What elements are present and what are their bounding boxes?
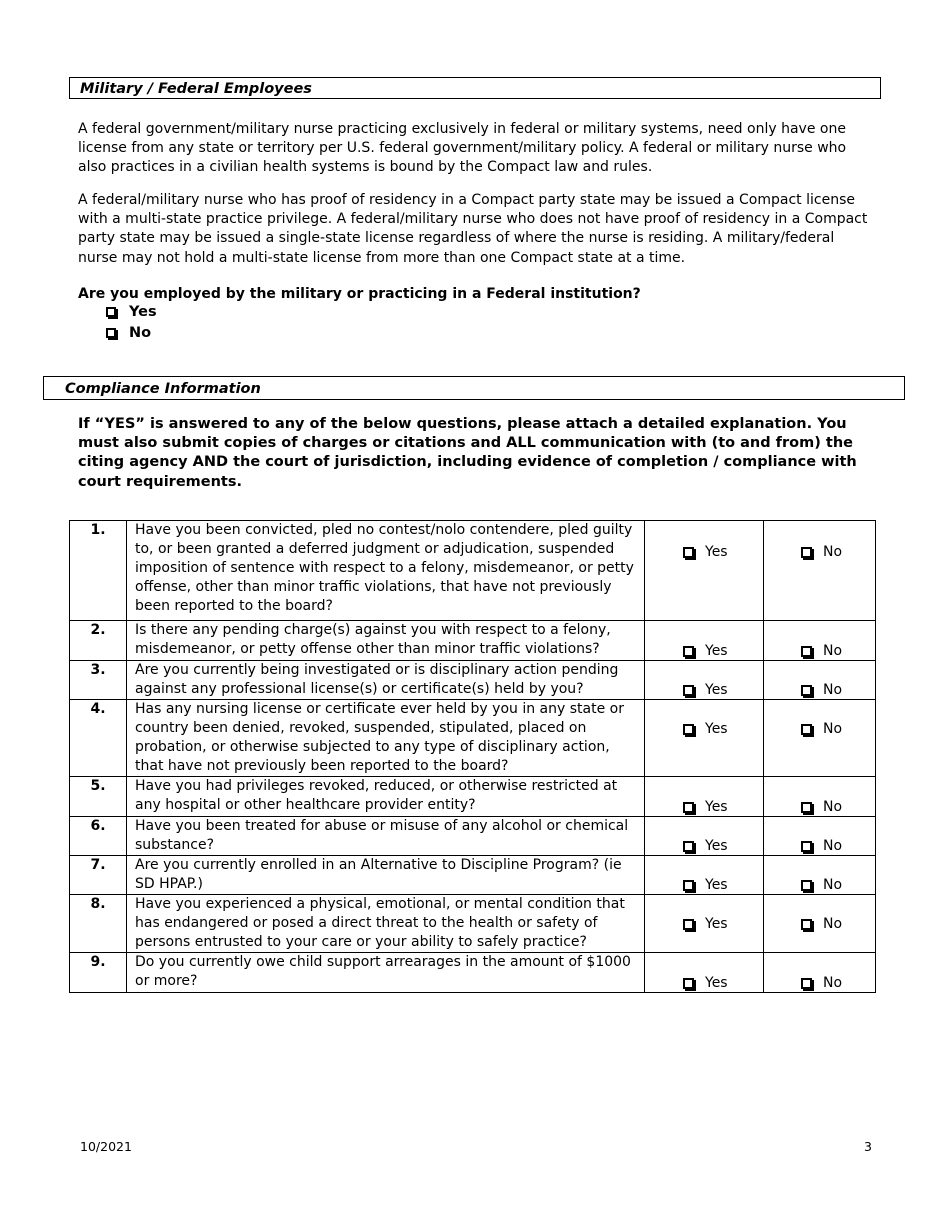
table-row (70, 700, 876, 777)
checkbox-icon[interactable] (106, 307, 116, 317)
compliance-section-title: Compliance Information (65, 381, 261, 397)
checkbox-icon[interactable] (683, 724, 694, 735)
question-text: Is there any pending charge(s) against you with respect to a felony, misdemeanor, or petty offense other than minor traffic violations? (127, 621, 645, 661)
table-row (70, 817, 876, 856)
checkbox-icon[interactable] (683, 880, 694, 891)
question-no-cell (764, 895, 876, 953)
checkbox-icon[interactable] (801, 724, 812, 735)
question-no-cell (764, 856, 876, 895)
question-number: 2. (70, 621, 127, 661)
compliance-questions-table (69, 520, 876, 993)
question-no-option[interactable] (801, 798, 842, 817)
compliance-instructions: If “YES” is answered to any of the below questions, please attach a detailed explanation. You must also submit copies of charges or citations and ALL communication with (to and from) the citing agency AND the court of jurisdiction, including evidence of completion / compliance with court requirements. (78, 416, 857, 490)
question-yes-option[interactable] (683, 543, 728, 562)
question-number: 7. (70, 856, 127, 895)
table-row (70, 895, 876, 953)
table-row (70, 661, 876, 700)
question-yes-option[interactable] (683, 876, 728, 895)
question-no-label: No (823, 643, 843, 659)
question-no-label: No (823, 916, 843, 932)
military-no-label: No (129, 325, 152, 341)
question-no-option[interactable] (801, 915, 842, 934)
table-row (70, 777, 876, 817)
question-yes-option[interactable] (683, 974, 728, 993)
question-no-label: No (823, 975, 843, 991)
question-yes-cell (645, 777, 764, 817)
question-no-label: No (823, 721, 843, 737)
question-text: Have you experienced a physical, emotional, or mental condition that has endangered or posed a direct threat to the health or safety of persons entrusted to your care or your ability to safely practice? (127, 895, 645, 953)
question-yes-option[interactable] (683, 720, 728, 739)
checkbox-icon[interactable] (683, 646, 694, 657)
question-text: Do you currently owe child support arrearages in the amount of $1000 or more? (127, 953, 645, 993)
question-no-label: No (823, 682, 843, 698)
question-number: 9. (70, 953, 127, 993)
question-text: Have you been treated for abuse or misuse of any alcohol or chemical substance? (127, 817, 645, 856)
table-row (70, 953, 876, 993)
question-text: Have you had privileges revoked, reduced, or otherwise restricted at any hospital or other healthcare provider entity? (127, 777, 645, 817)
checkbox-icon[interactable] (683, 919, 694, 930)
question-number: 3. (70, 661, 127, 700)
question-yes-label: Yes (705, 544, 728, 560)
question-yes-option[interactable] (683, 837, 728, 856)
question-no-label: No (823, 544, 843, 560)
footer-date: 10/2021 (80, 1139, 132, 1154)
question-yes-option[interactable] (683, 915, 728, 934)
compliance-section-header (43, 376, 905, 400)
table-row (70, 621, 876, 661)
question-no-cell (764, 777, 876, 817)
question-yes-cell (645, 817, 764, 856)
question-number: 4. (70, 700, 127, 777)
checkbox-icon[interactable] (801, 880, 812, 891)
checkbox-icon[interactable] (106, 328, 116, 338)
question-yes-label: Yes (705, 799, 728, 815)
table-row (70, 521, 876, 621)
table-row (70, 856, 876, 895)
question-no-label: No (823, 877, 843, 893)
question-no-label: No (823, 799, 843, 815)
question-yes-option[interactable] (683, 798, 728, 817)
military-question: Are you employed by the military or practicing in a Federal institution? (78, 286, 641, 302)
military-paragraph-2: A federal/military nurse who has proof of residency in a Compact party state may be issued a Compact license with a multi-state practice privilege. A federal/military nurse who does not have proof of residency in a Compact party state may be issued a single-state license regardless of where the nurse is residing. A military/federal nurse may not hold a multi-state license from more than one Compact state at a time. (78, 192, 868, 266)
military-yes-option[interactable] (106, 304, 157, 320)
question-no-option[interactable] (801, 876, 842, 895)
question-yes-label: Yes (705, 838, 728, 854)
checkbox-icon[interactable] (801, 646, 812, 657)
question-yes-label: Yes (705, 975, 728, 991)
checkbox-icon[interactable] (801, 685, 812, 696)
question-no-option[interactable] (801, 543, 842, 562)
checkbox-icon[interactable] (683, 802, 694, 813)
question-no-option[interactable] (801, 837, 842, 856)
question-yes-cell (645, 856, 764, 895)
question-text: Has any nursing license or certificate ever held by you in any state or country been denied, revoked, suspended, stipulated, placed on probation, or otherwise subjected to any type of disciplinary action, that have not previously been reported to the board? (127, 700, 645, 777)
checkbox-icon[interactable] (801, 978, 812, 989)
military-section-title: Military / Federal Employees (80, 81, 312, 97)
military-paragraph-1: A federal government/military nurse practicing exclusively in federal or military systems, need only have one license from any state or territory per U.S. federal government/military policy. A federal or military nurse who also practices in a civilian health systems is bound by the Compact law and rules. (78, 121, 847, 176)
checkbox-icon[interactable] (683, 978, 694, 989)
question-yes-label: Yes (705, 682, 728, 698)
question-yes-label: Yes (705, 916, 728, 932)
question-yes-label: Yes (705, 721, 728, 737)
question-yes-cell (645, 521, 764, 621)
question-no-cell (764, 621, 876, 661)
military-section-header (69, 77, 881, 99)
question-no-cell (764, 953, 876, 993)
question-yes-label: Yes (705, 643, 728, 659)
checkbox-icon[interactable] (683, 547, 694, 558)
question-text: Are you currently being investigated or is disciplinary action pending against any professional license(s) or certificate(s) held by you? (127, 661, 645, 700)
question-yes-cell (645, 700, 764, 777)
question-yes-option[interactable] (683, 681, 728, 700)
question-number: 5. (70, 777, 127, 817)
question-no-cell (764, 700, 876, 777)
checkbox-icon[interactable] (801, 802, 812, 813)
question-text: Have you been convicted, pled no contest/nolo contendere, pled guilty to, or been granted a deferred judgment or adjudication, suspended imposition of sentence with respect to a felony, misdemeanor, or petty offense, other than minor traffic violations, that have not previously been reported to the board? (127, 521, 645, 621)
military-no-option[interactable] (106, 325, 151, 341)
question-no-option[interactable] (801, 642, 842, 661)
question-yes-label: Yes (705, 877, 728, 893)
question-no-cell (764, 817, 876, 856)
question-yes-cell (645, 661, 764, 700)
checkbox-icon[interactable] (683, 685, 694, 696)
question-number: 6. (70, 817, 127, 856)
checkbox-icon[interactable] (801, 841, 812, 852)
question-no-option[interactable] (801, 681, 842, 700)
question-no-cell (764, 521, 876, 621)
question-text: Are you currently enrolled in an Alternative to Discipline Program? (ie SD HPAP.) (127, 856, 645, 895)
question-yes-cell (645, 953, 764, 993)
question-no-label: No (823, 838, 843, 854)
military-yes-label: Yes (129, 304, 157, 320)
question-number: 8. (70, 895, 127, 953)
question-no-option[interactable] (801, 720, 842, 739)
question-yes-option[interactable] (683, 642, 728, 661)
checkbox-icon[interactable] (801, 547, 812, 558)
checkbox-icon[interactable] (683, 841, 694, 852)
question-no-cell (764, 661, 876, 700)
question-number: 1. (70, 521, 127, 621)
question-yes-cell (645, 895, 764, 953)
page-number: 3 (864, 1139, 872, 1154)
checkbox-icon[interactable] (801, 919, 812, 930)
question-no-option[interactable] (801, 974, 842, 993)
question-yes-cell (645, 621, 764, 661)
